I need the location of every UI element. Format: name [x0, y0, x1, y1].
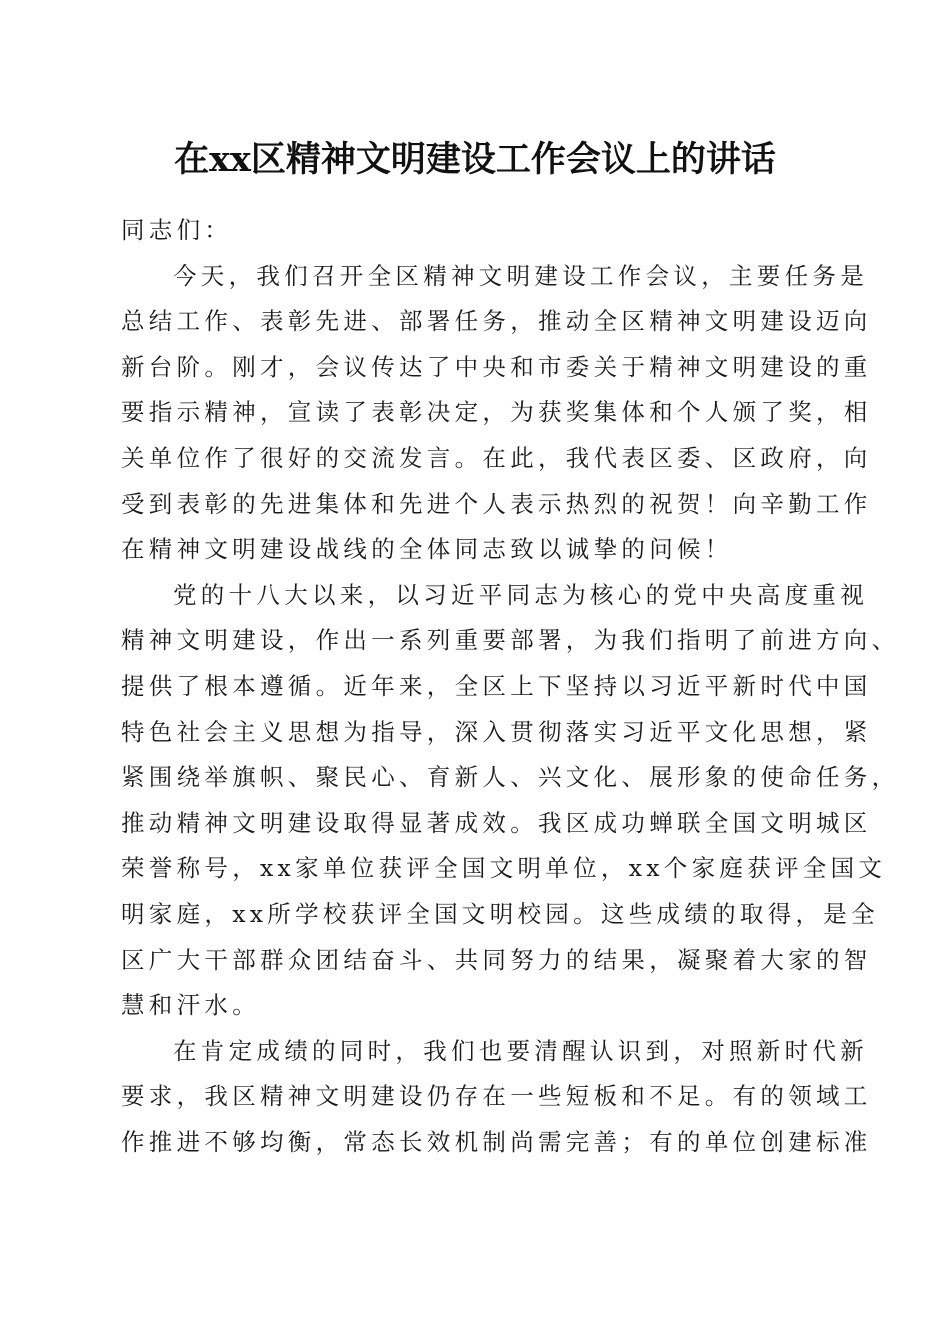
- text-line: 明家庭，xx所学校获评全国文明校园。这些成绩的取得，是全: [121, 899, 879, 928]
- text-line: 总结工作、表彰先进、部署任务，推动全区精神文明建设迈向: [121, 307, 872, 336]
- text-line: 作推进不够均衡，常态长效机制尚需完善；有的单位创建标准: [121, 1127, 872, 1156]
- text-line: 今天，我们召开全区精神文明建设工作会议，主要任务是: [173, 261, 868, 290]
- text-line: 关单位作了很好的交流发言。在此，我代表区委、区政府，向: [121, 443, 872, 472]
- text-line: 精神文明建设，作出一系列重要部署，为我们指明了前进方向、: [121, 626, 900, 655]
- text-line: 提供了根本遵循。近年来，全区上下坚持以习近平新时代中国: [121, 671, 872, 700]
- text-line: 慧和汗水。: [121, 991, 260, 1020]
- text-line: 推动精神文明建设取得显著成效。我区成功蝉联全国文明城区: [121, 808, 872, 837]
- text-line: 党的十八大以来，以习近平同志为核心的党中央高度重视: [173, 580, 868, 609]
- text-line: 要求，我区精神文明建设仍存在一些短板和不足。有的领域工: [121, 1082, 872, 1111]
- text-line: 要指示精神，宣读了表彰决定，为获奖集体和个人颁了奖，相: [121, 398, 872, 427]
- text-line: 区广大干部群众团结奋斗、共同努力的结果，凝聚着大家的智: [121, 945, 872, 974]
- speech-body: [121, 208, 900, 1165]
- text-line: 荣誉称号，xx家单位获评全国文明单位，xx个家庭获评全国文: [121, 854, 887, 883]
- text-line: 在精神文明建设战线的全体同志致以诚挚的问候！: [121, 535, 733, 564]
- text-line: 特色社会主义思想为指导，深入贯彻落实习近平文化思想，紧: [121, 717, 872, 746]
- text-line: 紧围绕举旗帜、聚民心、育新人、兴文化、展形象的使命任务，: [121, 763, 900, 792]
- text-line: 新台阶。刚才，会议传达了中央和市委关于精神文明建设的重: [121, 352, 872, 381]
- salutation: 同志们：: [121, 216, 233, 244]
- page-title: 在xx区精神文明建设工作会议上的讲话: [174, 139, 776, 180]
- text-line: 受到表彰的先进集体和先进个人表示热烈的祝贺！向辛勤工作: [121, 489, 872, 518]
- text-line: 在肯定成绩的同时，我们也要清醒认识到，对照新时代新: [173, 1036, 868, 1065]
